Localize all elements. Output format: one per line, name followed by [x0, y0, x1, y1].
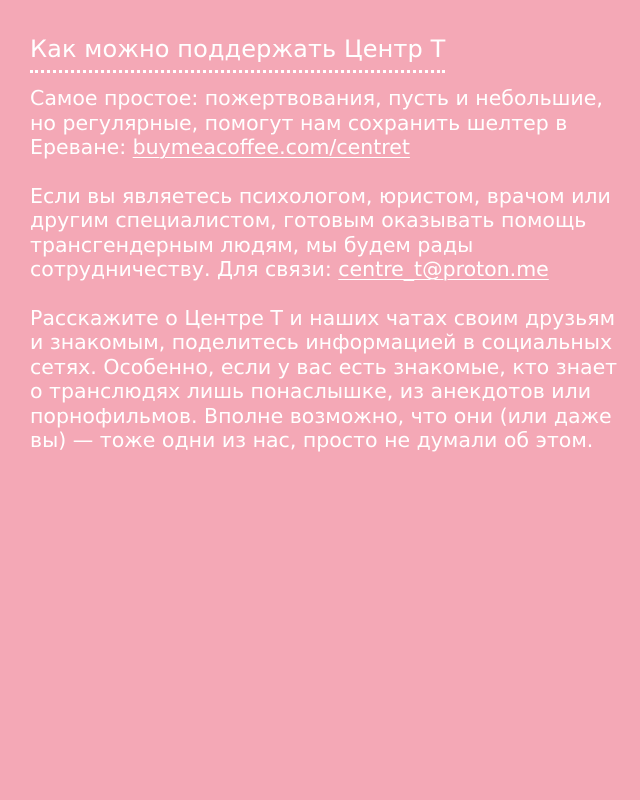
- donation-text: Самое простое: пожертвования, пусть и небольшие, но регулярные, помогут нам сохранить шелтер в Ереване:: [30, 86, 603, 159]
- donation-paragraph: [30, 86, 620, 160]
- share-paragraph: Расскажите о Центре Т и наших чатах своим друзьям и знакомым, поделитесь информацией в социальных сетях. Особенно, если у вас есть знакомые, кто знает о транслюдях лишь понаслышке, из анекдотов или порнофильмов. Вполне возможно, что они (или даже вы) — тоже одни из нас, просто не думали об этом.: [30, 305, 618, 452]
- page-title: Как можно поддержать Центр Т: [30, 34, 445, 73]
- contact-email-link[interactable]: centre_t@proton.me: [338, 257, 549, 281]
- donation-link[interactable]: buymeacoffee.com/centret: [132, 135, 410, 159]
- specialists-paragraph: [30, 184, 620, 282]
- specialists-text: Если вы являетесь психологом, юристом, врачом или другим специалистом, готовым оказывать помощь трансгендерным людям, мы будем рады сотрудничеству. Для связи:: [30, 183, 611, 281]
